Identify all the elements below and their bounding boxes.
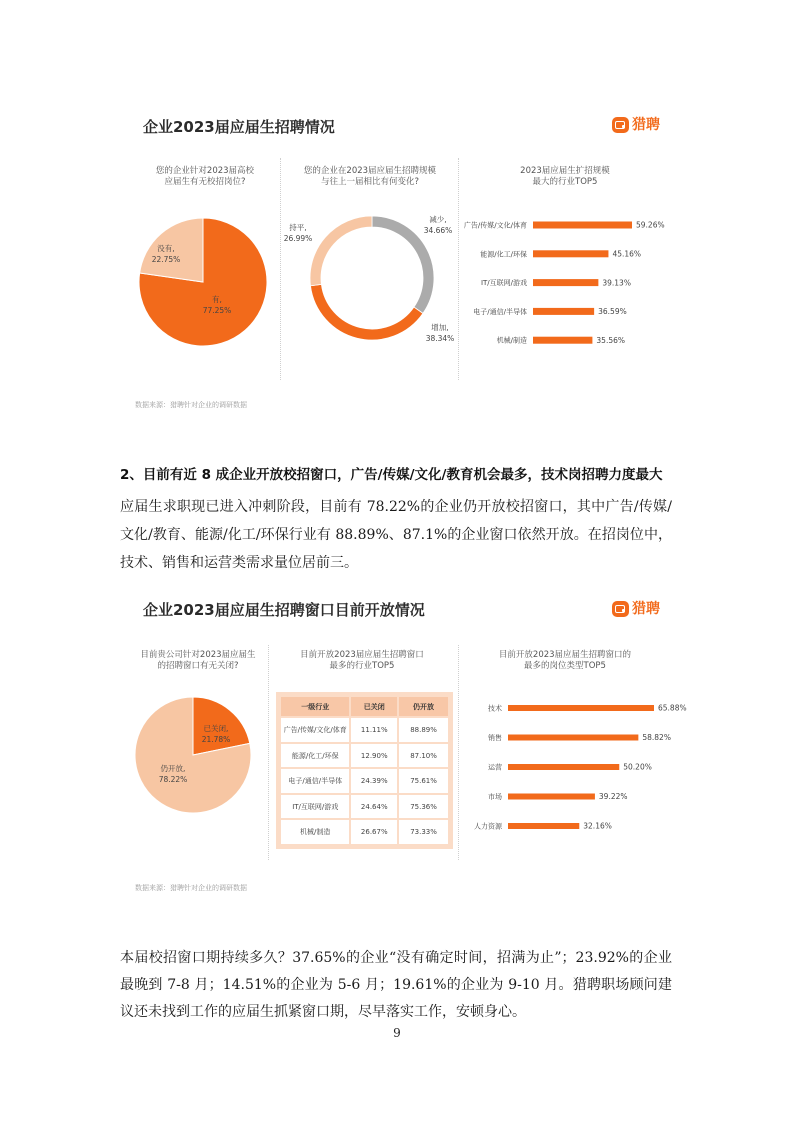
table-cell: 广告/传媒/文化/体育 — [281, 718, 349, 742]
pie-label-closed — [196, 723, 236, 745]
bar — [533, 222, 632, 229]
liepin-logo-icon — [612, 117, 629, 133]
industry-window-table — [276, 692, 453, 849]
table-cell: 24.39% — [351, 769, 397, 793]
bar — [533, 308, 594, 315]
pie-chart-window-status — [133, 695, 253, 815]
bar — [533, 279, 598, 286]
slice-value: 22.75% — [151, 255, 181, 264]
bar-category-label: 运营 — [488, 763, 502, 772]
liepin-logo — [612, 601, 660, 617]
table-header-cell: 已关闭 — [351, 697, 397, 716]
table-row — [281, 744, 448, 768]
question-open-industries — [282, 650, 442, 672]
question-line: 最大的行业TOP5 — [532, 177, 598, 187]
table-cell: 11.11% — [351, 718, 397, 742]
question-campus-positions — [125, 166, 285, 188]
bar — [508, 735, 638, 741]
bar-category-label: IT/互联网/游戏 — [480, 279, 527, 288]
logo-text: 猎聘 — [632, 601, 660, 617]
bar-chart-top-industries — [460, 212, 675, 354]
slice-name: 持平, — [289, 223, 307, 232]
data-source-note: 数据来源：猎聘针对企业的调研数据 — [135, 401, 247, 409]
slice-name: 没有, — [157, 244, 175, 253]
pie-label-no — [146, 243, 186, 265]
panel-divider — [280, 158, 281, 380]
slice-name: 增加, — [431, 323, 449, 332]
table-row — [281, 795, 448, 819]
bar-category-label: 人力资源 — [474, 822, 502, 831]
table-cell: 电子/通信/半导体 — [281, 769, 349, 793]
bar-value-label: 50.20% — [623, 762, 652, 772]
slice-name: 有, — [212, 295, 222, 304]
question-line: 最多的岗位类型TOP5 — [524, 661, 606, 671]
table-cell: 26.67% — [351, 820, 397, 844]
table-cell: 75.61% — [399, 769, 448, 793]
infographic-title: 企业2023届应届生招聘情况 — [143, 118, 335, 136]
table — [279, 695, 450, 846]
bar — [533, 250, 608, 257]
bar-category-label: 市场 — [488, 793, 502, 801]
section-heading: 2、目前有近 8 成企业开放校招窗口，广告/传媒/文化/教育机会最多，技术岗招聘力度最大 — [120, 467, 663, 483]
question-line: 最多的行业TOP5 — [329, 661, 395, 671]
table-header-cell: 一级行业 — [281, 697, 349, 716]
table-cell: 88.89% — [399, 718, 448, 742]
pie-chart-campus-positions — [135, 214, 271, 350]
table-header-cell: 仍开放 — [399, 697, 448, 716]
bar-value-label: 58.82% — [642, 733, 671, 743]
table-cell: 73.33% — [399, 820, 448, 844]
question-scale-change — [290, 166, 450, 188]
bar-value-label: 45.16% — [612, 249, 642, 259]
bar-value-label: 32.16% — [583, 821, 612, 831]
slice-value: 34.66% — [423, 226, 453, 235]
donut-label-increase — [420, 322, 460, 344]
table-row — [281, 820, 448, 844]
infographic-title: 企业2023届应届生招聘窗口目前开放情况 — [143, 601, 425, 619]
slice-value: 77.25% — [202, 306, 232, 315]
question-top-industries — [485, 166, 645, 188]
bar-category-label: 机械/制造 — [496, 336, 527, 345]
question-line: 应届生有无校招岗位? — [164, 177, 246, 187]
bar — [508, 764, 619, 770]
slice-value: 78.22% — [158, 775, 188, 784]
question-line: 的招聘窗口有无关闭? — [157, 661, 239, 671]
table-cell: 机械/制造 — [281, 820, 349, 844]
question-line: 与往上一届相比有何变化? — [320, 177, 419, 187]
table-cell: 12.90% — [351, 744, 397, 768]
bar — [508, 705, 654, 711]
slice-name: 仍开放, — [160, 764, 186, 773]
question-line: 目前贵公司针对2023届应届生 — [140, 650, 256, 660]
donut-label-flat — [278, 222, 318, 244]
panel-divider — [458, 158, 459, 380]
question-line: 2023届应届生扩招规模 — [520, 166, 610, 176]
slice-value: 38.34% — [425, 334, 455, 343]
donut-label-decrease — [418, 214, 458, 236]
table-cell: 87.10% — [399, 744, 448, 768]
panel-divider — [458, 645, 459, 860]
bar-category-label: 电子/通信/半导体 — [473, 307, 527, 316]
question-line: 目前开放2023届应届生招聘窗口 — [300, 650, 424, 660]
data-source-note: 数据来源：猎聘针对企业的调研数据 — [135, 884, 247, 892]
table-cell: 24.64% — [351, 795, 397, 819]
table-cell: IT/互联网/游戏 — [281, 795, 349, 819]
bar-value-label: 36.59% — [598, 307, 627, 317]
slice-name: 已关闭, — [203, 724, 229, 733]
bar-value-label: 59.26% — [636, 220, 665, 230]
slice-name: 减少, — [429, 215, 447, 224]
donut-segment-1 — [310, 284, 422, 340]
bar-value-label: 39.13% — [602, 278, 631, 288]
slice-value: 21.78% — [201, 735, 231, 744]
logo-text: 猎聘 — [632, 117, 660, 133]
table-cell: 75.36% — [399, 795, 448, 819]
body-paragraph-1: 应届生求职现已进入冲刺阶段，目前有 78.22%的企业仍开放校招窗口，其中广告/传媒/文化/教育、能源/化工/环保行业有 88.89%、87.1%的企业窗口依然开放。在招岗位中，技术、销售和运营类需求量位居前三。 — [120, 499, 672, 571]
liepin-logo — [612, 117, 660, 133]
table-cell: 能源/化工/环保 — [281, 744, 349, 768]
bar — [533, 337, 592, 344]
bar-value-label: 65.88% — [658, 703, 687, 713]
question-line: 您的企业在2023届应届生招聘规模 — [303, 166, 437, 176]
question-window-closed — [118, 650, 278, 672]
panel-divider — [268, 645, 269, 860]
bar-chart-top-positions — [460, 695, 690, 840]
table-header-row — [281, 697, 448, 716]
slice-value: 26.99% — [283, 234, 313, 243]
bar-category-label: 销售 — [488, 734, 502, 742]
body-paragraph-2: 本届校招窗口期持续多久？37.65%的企业“没有确定时间，招满为止”；23.92%的企业最晚到 7-8 月；14.51%的企业为 5-6 月；19.61%的企业为 9-10 月。猎聘职场顾问建议还未找到工作的应届生抓紧窗口期，尽早落实工作，安顿身心。 — [120, 950, 672, 1020]
question-line: 目前开放2023届应届生招聘窗口的 — [498, 650, 632, 660]
bar-value-label: 35.56% — [596, 335, 626, 345]
bar — [508, 823, 579, 829]
bar-value-label: 39.22% — [598, 792, 628, 802]
table-row — [281, 718, 448, 742]
pie-label-open — [153, 763, 193, 785]
pie-label-yes — [197, 294, 237, 316]
liepin-logo-icon — [612, 601, 629, 617]
bar-category-label: 广告/传媒/文化/体育 — [463, 221, 527, 230]
table-row — [281, 769, 448, 793]
bar — [508, 794, 595, 800]
bar-category-label: 能源/化工/环保 — [480, 250, 527, 259]
bar-category-label: 技术 — [488, 704, 502, 713]
donut-segment-2 — [310, 216, 372, 286]
question-line: 您的企业针对2023届高校 — [155, 166, 255, 176]
page-number: 9 — [393, 1026, 401, 1040]
question-top-positions — [485, 650, 645, 672]
